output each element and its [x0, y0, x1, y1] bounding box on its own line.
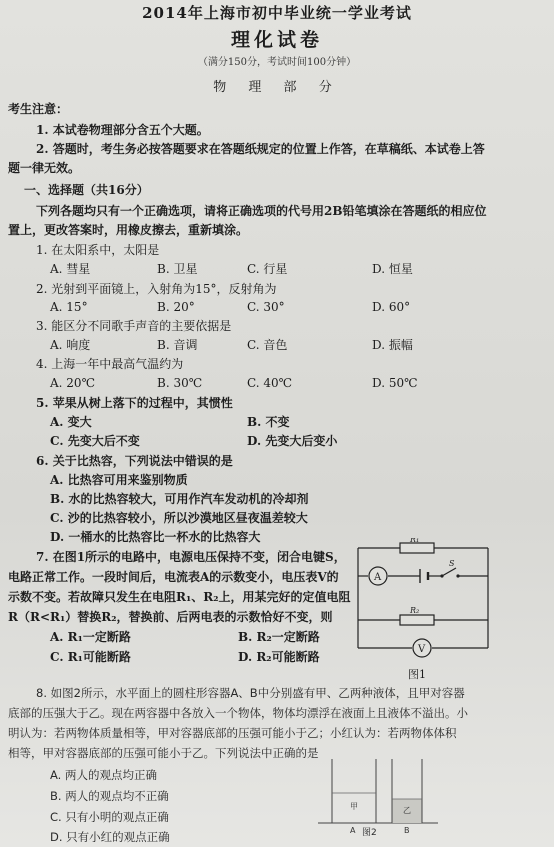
question-7-option-a: A. R₁一定断路 — [50, 630, 131, 644]
question-1-option-d: D. 恒星 — [372, 262, 413, 276]
question-1-option-c: C. 行星 — [247, 262, 288, 276]
label-container-b: B — [404, 826, 410, 835]
question-4-stem: 4. 上海一年中最高气温约为 — [36, 357, 184, 371]
exam-subtitle: 理化试卷 — [230, 29, 323, 51]
question-7-option-c: C. R₁可能断路 — [50, 650, 131, 664]
question-7-option-d: D. R₂可能断路 — [238, 650, 320, 664]
question-5-option-d: D. 先变大后变小 — [247, 434, 338, 448]
question-4-option-d: D. 50℃ — [372, 376, 418, 390]
label-ammeter: A — [374, 572, 382, 583]
question-2-option-a: A. 15° — [50, 300, 88, 314]
question-2-option-d: D. 60° — [372, 300, 411, 314]
notice-item-1: 1. 本试卷物理部分含五个大题。 — [36, 123, 209, 137]
label-r2: R₂ — [410, 606, 420, 615]
exam-title: 2014年上海市初中毕业统一学业考试 — [142, 4, 412, 22]
label-r1: R₁ — [410, 538, 420, 544]
question-2-option-c: C. 30° — [247, 300, 285, 314]
question-8-option-c: C. 只有小明的观点正确 — [50, 810, 169, 824]
question-5-option-b: B. 不变 — [247, 415, 290, 429]
question-7-stem-line-4: R（R<R₁）替换R₂，替换前、后两电表的示数恰好不变，则 — [8, 610, 333, 624]
question-3-option-b: B. 音调 — [157, 338, 198, 352]
question-8-stem-line-2: 底部的压强大于乙。现在两容器中各放入一个物体，物体均漂浮在液面上且液体不溢出。小 — [8, 706, 468, 720]
question-6-option-c: C. 沙的比热容较小，所以沙漠地区昼夜温差较大 — [50, 511, 308, 525]
section1-instruction-1: 下列各题均只有一个正确选项，请将正确选项的代号用2B铅笔填涂在答题纸的相应位 — [36, 204, 487, 218]
question-6-stem: 6. 关于比热容，下列说法中错误的是 — [36, 454, 233, 468]
question-4-option-b: B. 30℃ — [157, 376, 203, 390]
question-1-option-a: A. 彗星 — [50, 262, 91, 276]
resistor-r1 — [400, 543, 434, 553]
question-7-stem-line-2: 电路正常工作。一段时间后，电流表A的示数变小，电压表V的 — [8, 570, 339, 584]
notice-heading: 考生注意： — [8, 102, 69, 116]
question-8-stem-line-3: 明认为：若两物体质量相等，甲对容器底部的压强可能小于乙；小红认为：若两物体体积 — [8, 726, 457, 740]
question-8-stem-line-1: 8. 如图2所示，水平面上的圆柱形容器A、B中分别盛有甲、乙两种液体，且甲对容器 — [36, 686, 465, 700]
question-3-option-c: C. 音色 — [247, 338, 288, 352]
label-container-a: A — [350, 826, 356, 835]
question-8-option-a: A. 两人的观点均正确 — [50, 768, 157, 782]
figure-1-caption: 图1 — [408, 668, 426, 681]
question-2-stem: 2. 光射到平面镜上，入射角为15°，反射角为 — [36, 282, 277, 296]
section1-instruction-2: 置上，更改答案时，用橡皮擦去，重新填涂。 — [8, 223, 249, 237]
question-3-option-d: D. 振幅 — [372, 338, 413, 352]
question-1-stem: 1. 在太阳系中，太阳是 — [36, 243, 160, 257]
label-liquid-b: 乙 — [403, 806, 411, 815]
switch-s — [442, 568, 456, 576]
question-8-stem-line-4: 相等，甲对容器底部的压强可能小于乙。下列说法中正确的是 — [8, 746, 319, 760]
question-8-option-d: D. 只有小红的观点正确 — [50, 830, 170, 844]
notice-item-2-cont: 题一律无效。 — [8, 161, 81, 175]
resistor-r2 — [400, 615, 434, 625]
exam-meta: （满分150分，考试时间100分钟） — [197, 57, 357, 68]
label-switch: S — [449, 559, 455, 568]
question-8-option-b: B. 两人的观点均不正确 — [50, 789, 169, 803]
question-7-stem-line-1: 7. 在图1所示的电路中，电源电压保持不变，闭合电键S， — [36, 550, 346, 564]
question-2-option-b: B. 20° — [157, 300, 195, 314]
figure-2-containers — [318, 755, 438, 839]
question-7-stem-line-3: 示数不变。若故障只发生在电阻R₁、R₂上，用某完好的定值电阻 — [8, 590, 351, 604]
question-7-option-b: B. R₂一定断路 — [238, 630, 320, 644]
question-3-option-a: A. 响度 — [50, 338, 91, 352]
container-a — [332, 759, 376, 823]
question-3-stem: 3. 能区分不同歌手声音的主要依据是 — [36, 319, 232, 333]
label-liquid-a: 甲 — [350, 802, 358, 811]
section1-heading: 一、选择题（共16分） — [24, 183, 149, 197]
question-6-option-d: D. 一桶水的比热容比一杯水的比热容大 — [50, 530, 261, 544]
question-6-option-a: A. 比热容可用来鉴别物质 — [50, 473, 188, 487]
label-voltmeter: V — [418, 644, 426, 655]
question-4-option-a: A. 20℃ — [50, 376, 95, 390]
question-5-stem: 5. 苹果从树上落下的过程中，其惯性 — [36, 396, 233, 410]
question-5-option-c: C. 先变大后不变 — [50, 434, 140, 448]
figure-2-caption: 图2 — [362, 828, 377, 838]
section-title: 物 理 部 分 — [213, 80, 341, 95]
question-5-option-a: A. 变大 — [50, 415, 92, 429]
question-1-option-b: B. 卫星 — [157, 262, 198, 276]
question-6-option-b: B. 水的比热容较大，可用作汽车发动机的冷却剂 — [50, 492, 309, 506]
figure-1-circuit-diagram — [348, 538, 504, 664]
notice-item-2: 2. 答题时，考生务必按答题要求在答题纸规定的位置上作答，在草稿纸、本试卷上答 — [36, 142, 485, 156]
question-4-option-c: C. 40℃ — [247, 376, 293, 390]
